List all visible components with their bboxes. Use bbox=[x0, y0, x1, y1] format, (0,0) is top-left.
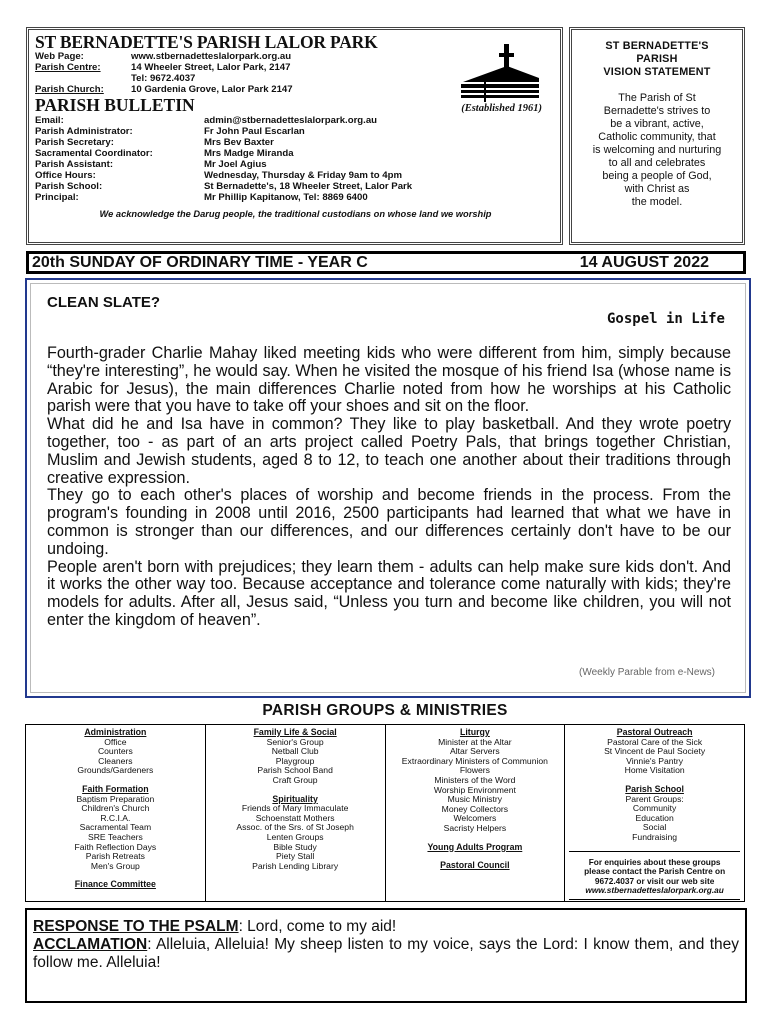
staff-label: Parish School: bbox=[35, 181, 103, 192]
acclamation-label: ACCLAMATION bbox=[33, 936, 148, 953]
staff-row bbox=[35, 192, 556, 203]
group-item: Altar Servers bbox=[450, 746, 500, 757]
group-item: Counters bbox=[97, 746, 133, 757]
gospel-heading: CLEAN SLATE? bbox=[47, 294, 161, 311]
group-item: Grounds/Gardeners bbox=[77, 765, 154, 776]
group-item: Education bbox=[635, 812, 674, 823]
groups-table bbox=[25, 724, 745, 902]
staff-value: Wednesday, Thursday & Friday 9am to 4pm bbox=[204, 170, 402, 181]
acclamation bbox=[33, 936, 739, 972]
contact-value: Tel: 9672.4037 bbox=[131, 73, 196, 84]
group-item: Money Collectors bbox=[441, 803, 509, 814]
staff-label: Parish Administrator: bbox=[35, 126, 133, 137]
gospel-paragraph: What did he and Isa have in common? They like to play basketball. And they wrote poetry together, too - as part of an arts project called Poetry Pals, that brings together Christian, Muslim and Jewish students, aged 8 to 12, to teach one another about their traditions through creative expression. bbox=[47, 415, 731, 487]
psalm-response bbox=[33, 918, 739, 936]
group-item: Children's Church bbox=[81, 803, 150, 814]
group-item: Faith Reflection Days bbox=[74, 841, 157, 852]
staff-list bbox=[35, 115, 556, 203]
vision-statement-box bbox=[569, 27, 745, 245]
group-item: Cleaners bbox=[98, 755, 133, 766]
vision-body-line: the model. bbox=[631, 196, 683, 208]
group-item: Playgroup bbox=[275, 755, 315, 766]
vision-body-line: to all and celebrates bbox=[608, 157, 706, 169]
group-heading: Finance Committee bbox=[74, 879, 156, 890]
staff-value: admin@stbernadetteslalorpark.org.au bbox=[204, 115, 378, 126]
group-item: Parish Retreats bbox=[85, 851, 145, 862]
groups-column bbox=[205, 725, 385, 902]
group-item: Fundraising bbox=[632, 831, 678, 842]
sunday-banner bbox=[26, 251, 746, 274]
group-item: Netball Club bbox=[271, 746, 319, 757]
group-item: Music Ministry bbox=[447, 794, 503, 805]
vision-body-line: with Christ as bbox=[624, 183, 690, 195]
group-item: Flowers bbox=[459, 765, 490, 776]
group-item: Community bbox=[632, 803, 677, 814]
group-item: Friends of Mary Immaculate bbox=[241, 803, 349, 814]
enquiry-line: 9672.4037 or visit our web site bbox=[594, 875, 715, 886]
groups-column bbox=[564, 725, 745, 902]
vision-title bbox=[576, 40, 738, 79]
vision-body-line: The Parish of St bbox=[618, 92, 696, 104]
staff-label: Email: bbox=[35, 115, 64, 126]
group-heading: Pastoral Outreach bbox=[616, 727, 693, 737]
contact-value: www.stbernadetteslalorpark.org.au bbox=[131, 51, 292, 62]
group-item: Piety Stall bbox=[276, 851, 315, 862]
group-heading: Spirituality bbox=[272, 793, 318, 804]
contact-value: 14 Wheeler Street, Lalor Park, 2147 bbox=[131, 62, 291, 73]
sunday-title: 20th SUNDAY OF ORDINARY TIME - YEAR C bbox=[32, 253, 368, 271]
gospel-inner bbox=[30, 283, 746, 693]
group-item: Ministers of the Word bbox=[434, 774, 516, 785]
contact-label: Parish Centre: bbox=[35, 62, 101, 73]
groups-title: PARISH GROUPS & MINISTRIES bbox=[262, 702, 508, 719]
gospel-paragraph: People aren't born with prejudices; they learn them - adults can help make sure kids don't. And it works the other way too. Because acceptance and tolerance come naturally with kids; they're models for adults. After all, Jesus said, “Unless you turn and become like children, you will not enter the kingdom of heaven”. bbox=[47, 557, 731, 629]
group-heading: Pastoral Council bbox=[440, 860, 510, 871]
enquiry-divider bbox=[569, 896, 740, 900]
staff-value: St Bernadette's, 18 Wheeler Street, Lalor Park bbox=[204, 181, 413, 192]
enquiry-line: For enquiries about these groups bbox=[588, 856, 721, 867]
group-item: Home Visitation bbox=[624, 765, 685, 776]
group-item: Parent Groups: bbox=[625, 793, 684, 804]
group-item: Schoenstatt Mothers bbox=[255, 812, 335, 823]
group-heading: Young Adults Program bbox=[427, 841, 523, 852]
staff-label: Office Hours: bbox=[35, 170, 96, 181]
parish-title: ST BERNADETTE'S PARISH LALOR PARK bbox=[35, 32, 378, 52]
staff-row bbox=[35, 115, 556, 126]
vision-title-line: ST BERNADETTE'S bbox=[605, 40, 709, 52]
staff-label: Sacramental Coordinator: bbox=[35, 148, 153, 159]
staff-value: Fr John Paul Escarlan bbox=[204, 126, 305, 137]
staff-row bbox=[35, 170, 556, 181]
group-item: Bible Study bbox=[273, 841, 317, 852]
staff-value: Mrs Madge Miranda bbox=[204, 148, 294, 159]
group-item: Social bbox=[642, 822, 667, 833]
group-item: Parish School Band bbox=[257, 765, 333, 776]
group-item: St Vincent de Paul Society bbox=[604, 746, 706, 757]
group-item: SRE Teachers bbox=[87, 831, 143, 842]
psalm-label: RESPONSE TO THE PSALM bbox=[33, 918, 239, 935]
vision-body bbox=[576, 92, 738, 209]
staff-row bbox=[35, 159, 556, 170]
staff-label: Parish Secretary: bbox=[35, 137, 114, 148]
staff-value: Mrs Bev Baxter bbox=[204, 137, 274, 148]
enquiry-website: www.stbernadetteslalorpark.org.au bbox=[585, 885, 724, 896]
gospel-paragraph: Fourth-grader Charlie Mahay liked meeting kids who were different from him, simply because “they're interesting”, he would say. When he visited the mosque of his friend Isa (whose name is Arabic for Jesus), the main differences Charlie noted from how he worships at his Catholic parish were that you have to take off your shoes and sit on the floor. bbox=[47, 344, 731, 416]
header-box bbox=[26, 27, 563, 245]
group-item: Pastoral Care of the Sick bbox=[607, 736, 703, 747]
group-item: R.C.I.A. bbox=[100, 812, 131, 823]
staff-row bbox=[35, 126, 556, 137]
gospel-box bbox=[25, 278, 751, 698]
group-item: Assoc. of the Srs. of St Joseph bbox=[236, 822, 354, 833]
staff-row bbox=[35, 181, 556, 192]
group-item: Men's Group bbox=[90, 860, 140, 871]
group-item: Office bbox=[104, 736, 127, 747]
contact-label bbox=[35, 73, 131, 84]
acknowledgement: We acknowledge the Darug people, the traditional custodians on whose land we worship bbox=[99, 209, 492, 219]
group-item: Worship Environment bbox=[433, 784, 516, 795]
vision-body-line: Bernadette's strives to bbox=[603, 105, 711, 117]
group-item: Senior's Group bbox=[266, 736, 324, 747]
psalm-text: : Lord, come to my aid! bbox=[238, 918, 397, 935]
contact-label: Web Page: bbox=[35, 51, 84, 62]
contact-label: Parish Church: bbox=[35, 84, 104, 95]
group-item: Sacramental Team bbox=[79, 822, 152, 833]
group-heading: Parish School bbox=[625, 783, 684, 794]
group-heading: Liturgy bbox=[459, 727, 490, 737]
vision-body-line: be a vibrant, active, bbox=[610, 118, 704, 130]
gospel-body bbox=[47, 345, 731, 630]
gospel-paragraph: They go to each other's places of worship and become friends in the process. From the program's founding in 2008 until 2016, 2500 participants had learned that what we have in common is stronger than our differences, and our differences certainly don't have to be our undoing. bbox=[47, 486, 731, 558]
vision-title-line: VISION STATEMENT bbox=[603, 66, 711, 78]
gospel-subheading: Gospel in Life bbox=[606, 311, 725, 327]
group-item: Vinnie's Pantry bbox=[626, 755, 684, 766]
group-item: Welcomers bbox=[453, 813, 497, 824]
bulletin-title: PARISH BULLETIN bbox=[35, 95, 195, 115]
response-box bbox=[25, 908, 747, 1003]
staff-row bbox=[35, 148, 556, 159]
staff-value: Mr Joel Agius bbox=[204, 159, 267, 170]
group-heading: Family Life & Social bbox=[253, 727, 337, 737]
sunday-date: 14 AUGUST 2022 bbox=[579, 253, 709, 271]
vision-body-line: Catholic community, that bbox=[598, 131, 716, 143]
established-note: (Established 1961) bbox=[461, 103, 542, 114]
enquiry-line: please contact the Parish Centre on bbox=[584, 866, 726, 877]
group-item: Craft Group bbox=[272, 774, 318, 785]
staff-value: Mr Phillip Kapitanow, Tel: 8869 6400 bbox=[204, 192, 368, 203]
gospel-source: (Weekly Parable from e-News) bbox=[579, 667, 715, 678]
group-item: Lenten Groups bbox=[266, 831, 324, 842]
church-icon bbox=[455, 40, 545, 102]
groups-column bbox=[385, 725, 565, 902]
groups-column bbox=[25, 725, 205, 902]
group-item: Sacristy Helpers bbox=[443, 822, 507, 833]
group-item: Minister at the Altar bbox=[438, 736, 512, 747]
enquiry-note bbox=[569, 851, 740, 896]
staff-label: Principal: bbox=[35, 192, 79, 203]
vision-body-line: being a people of God, bbox=[602, 170, 712, 182]
group-heading: Administration bbox=[84, 727, 147, 737]
staff-label: Parish Assistant: bbox=[35, 159, 114, 170]
group-item: Parish Lending Library bbox=[252, 860, 339, 871]
group-item: Baptism Preparation bbox=[76, 793, 155, 804]
staff-row bbox=[35, 137, 556, 148]
vision-body-line: is welcoming and nurturing bbox=[592, 144, 722, 156]
vision-title-line: PARISH bbox=[636, 53, 678, 65]
group-item: Extraordinary Ministers of Communion bbox=[401, 755, 548, 766]
contact-value: 10 Gardenia Grove, Lalor Park 2147 bbox=[131, 84, 293, 95]
group-heading: Faith Formation bbox=[82, 783, 149, 794]
acclamation-text: : Alleluia, Alleluia! My sheep listen to my voice, says the Lord: I know them, and they follow me. Alleluia! bbox=[33, 936, 739, 971]
